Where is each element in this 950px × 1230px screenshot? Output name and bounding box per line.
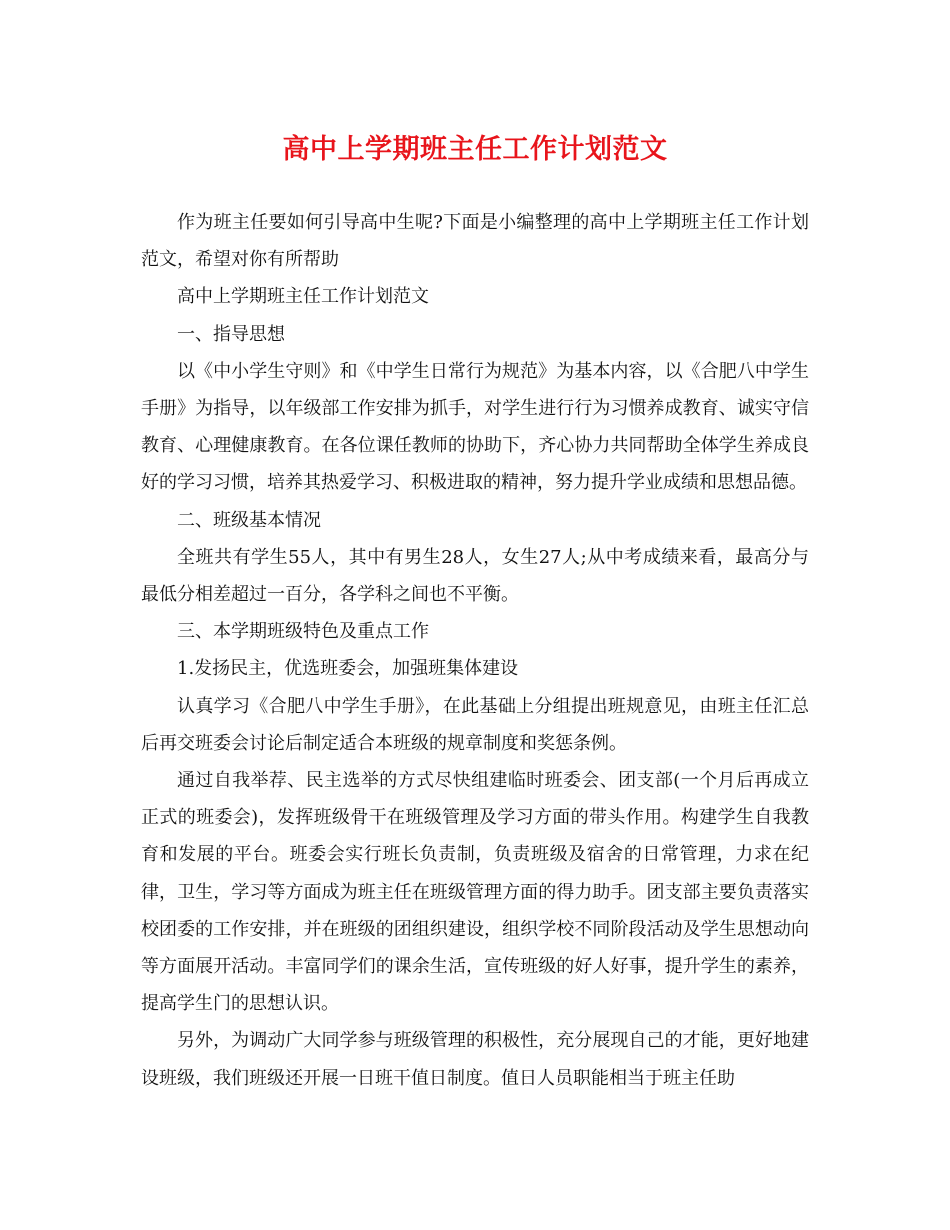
section-heading-guiding-thought: 一、指导思想 xyxy=(177,323,285,345)
paragraph-class-situation: 全班共有学生55人，其中有男生28人，女生27人;从中考成绩来看，最高分与最低分相差超过一百分，各学科之间也不平衡。 xyxy=(141,546,809,606)
paragraph-duty-system: 另外，为调动广大同学参与班级管理的积极性，充分展现自己的才能，更好地建设班级，我们班级还开展一日班干值日制度。值日人员职能相当于班主任助 xyxy=(141,1030,809,1089)
paragraph-study-handbook: 认真学习《合肥八中学生手册》，在此基础上分组提出班规意见，由班主任汇总后再交班委会讨论后制定适合本班级的规章制度和奖惩条例。 xyxy=(141,695,809,754)
document-body xyxy=(141,204,809,1097)
subheading-democracy: 1.发扬民主，优选班委会，加强班集体建设 xyxy=(177,658,519,680)
paragraph-subtitle: 高中上学期班主任工作计划范文 xyxy=(177,286,429,308)
document-title: 高中上学期班主任工作计划范文 xyxy=(282,134,668,165)
section-heading-key-work: 三、本学期班级特色及重点工作 xyxy=(177,621,429,643)
paragraph-intro: 作为班主任要如何引导高中生呢?下面是小编整理的高中上学期班主任工作计划范文，希望对你有所帮助 xyxy=(141,212,809,271)
paragraph-guiding-thought: 以《中小学生守则》和《中学生日常行为规范》为基本内容，以《合肥八中学生手册》为指导，以年级部工作安排为抓手，对学生进行行为习惯养成教育、诚实守信教育、心理健康教育。在各位课任教师的协助下，齐心协力共同帮助全体学生养成良好的学习习惯，培养其热爱学习、积极进取的精神，努力提升学业成绩和思想品德。 xyxy=(141,360,809,494)
paragraph-class-committee: 通过自我举荐、民主选举的方式尽快组建临时班委会、团支部(一个月后再成立正式的班委会)，发挥班级骨干在班级管理及学习方面的带头作用。构建学生自我教育和发展的平台。班委会实行班长负责制，负责班级及宿舍的日常管理，力求在纪律，卫生，学习等方面成为班主任在班级管理方面的得力助手。团支部主要负责落实校团委的工作安排，并在班级的团组织建设，组织学校不同阶段活动及学生思想动向等方面展开活动。丰富同学们的课余生活，宣传班级的好人好事，提升学生的素养，提高学生门的思想认识。 xyxy=(141,770,809,1015)
section-heading-class-situation: 二、班级基本情况 xyxy=(177,509,321,531)
